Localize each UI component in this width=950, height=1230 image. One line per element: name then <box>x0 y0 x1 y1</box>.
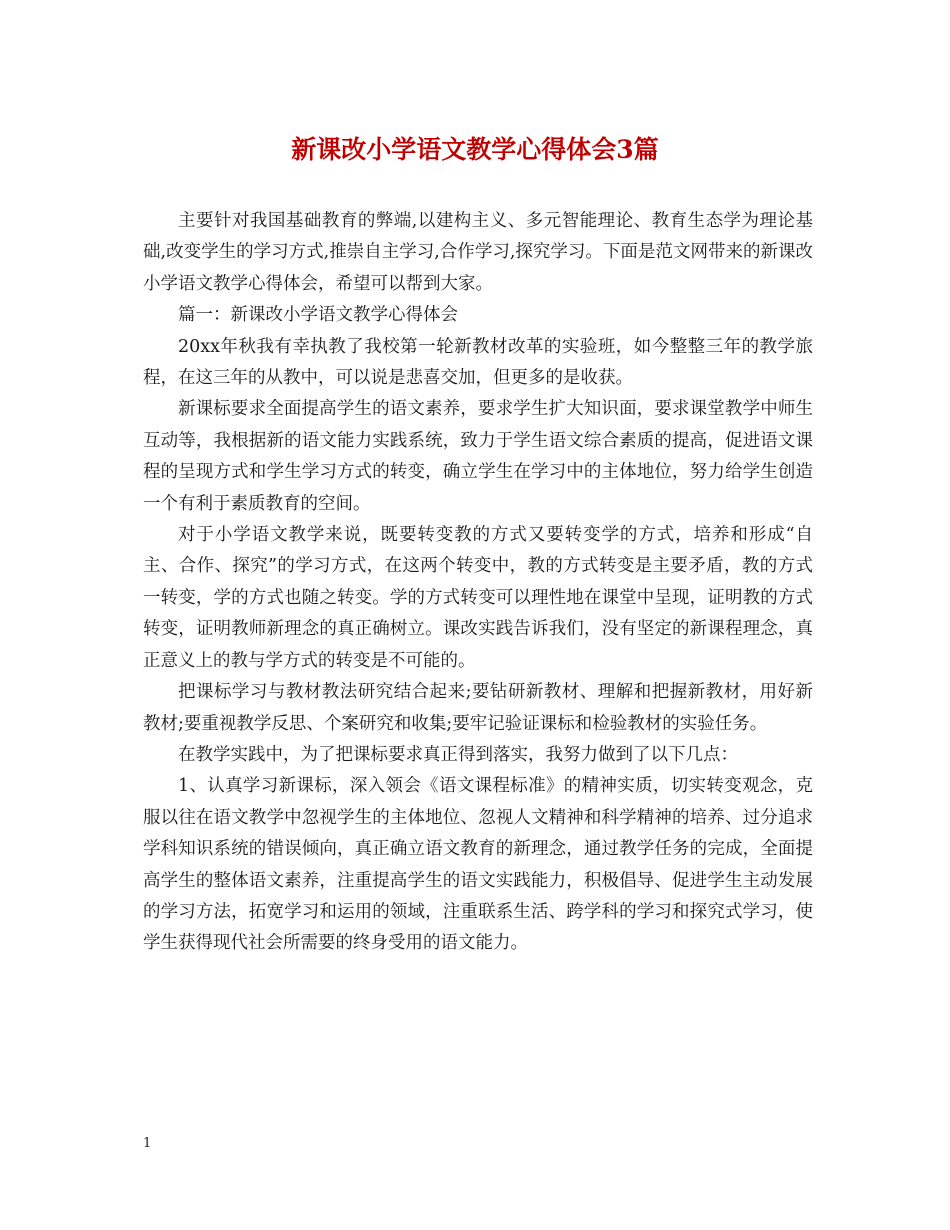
document-title: 新课改小学语文教学心得体会3篇 <box>291 135 659 164</box>
document-body <box>143 206 813 960</box>
paragraph-teaching-learning-methods: 对于小学语文教学来说，既要转变教的方式又要转变学的方式，培养和形成“自主、合作、探究”的学习方式，在这两个转变中，教的方式转变是主要矛盾，教的方式一转变，学的方式也随之转变。学的方式转变可以理性地在课堂中呈现，证明教的方式转变，证明教师新理念的真正确树立。课改实践告诉我们，没有坚定的新课程理念，真正意义上的教与学方式的转变是不可能的。 <box>143 525 813 671</box>
paragraph-section-heading: 篇一：新课改小学语文教学心得体会 <box>178 305 458 326</box>
paragraph-study-combination: 把课标学习与教材教法研究结合起来;要钻研新教材、理解和把握新教材，用好新教材;要重视教学反思、个案研究和收集;要牢记验证课标和检验教材的实验任务。 <box>143 682 813 734</box>
paragraph-curriculum-standards: 新课标要求全面提高学生的语文素养，要求学生扩大知识面，要求课堂教学中师生互动等，我根据新的语文能力实践系统，致力于学生语文综合素质的提高，促进语文课程的呈现方式和学生学习方式的转变，确立学生在学习中的主体地位，努力给学生创造一个有利于素质教育的空间。 <box>143 399 813 514</box>
page-number: 1 <box>143 1136 152 1151</box>
paragraph-point-one: 1、认真学习新课标，深入领会《语文课程标准》的精神实质，切实转变观念，克服以往在语文教学中忽视学生的主体地位、忽视人文精神和科学精神的培养、过分追求学科知识系统的错误倾向，真正确立语文教育的新理念，通过教学任务的完成，全面提高学生的整体语文素养，注重提高学生的语文实践能力，积极倡导、促进学生主动发展的学习方法，拓宽学习和运用的领域，注重联系生活、跨学科的学习和探究式学习，使学生获得现代社会所需要的终身受用的语文能力。 <box>143 776 813 954</box>
paragraph-intro: 主要针对我国基础教育的弊端,以建构主义、多元智能理论、教育生态学为理论基础,改变学生的学习方式,推崇自主学习,合作学习,探究学习。下面是范文网带来的新课改小学语文教学心得体会，希望可以帮到大家。 <box>143 211 813 294</box>
paragraph-experience: 20xx年秋我有幸执教了我校第一轮新教材改革的实验班，如今整整三年的教学旅程，在这三年的从教中，可以说是悲喜交加，但更多的是收获。 <box>143 336 813 389</box>
paragraph-practice-intro: 在教学实践中，为了把课标要求真正得到落实，我努力做到了以下几点： <box>178 744 738 765</box>
